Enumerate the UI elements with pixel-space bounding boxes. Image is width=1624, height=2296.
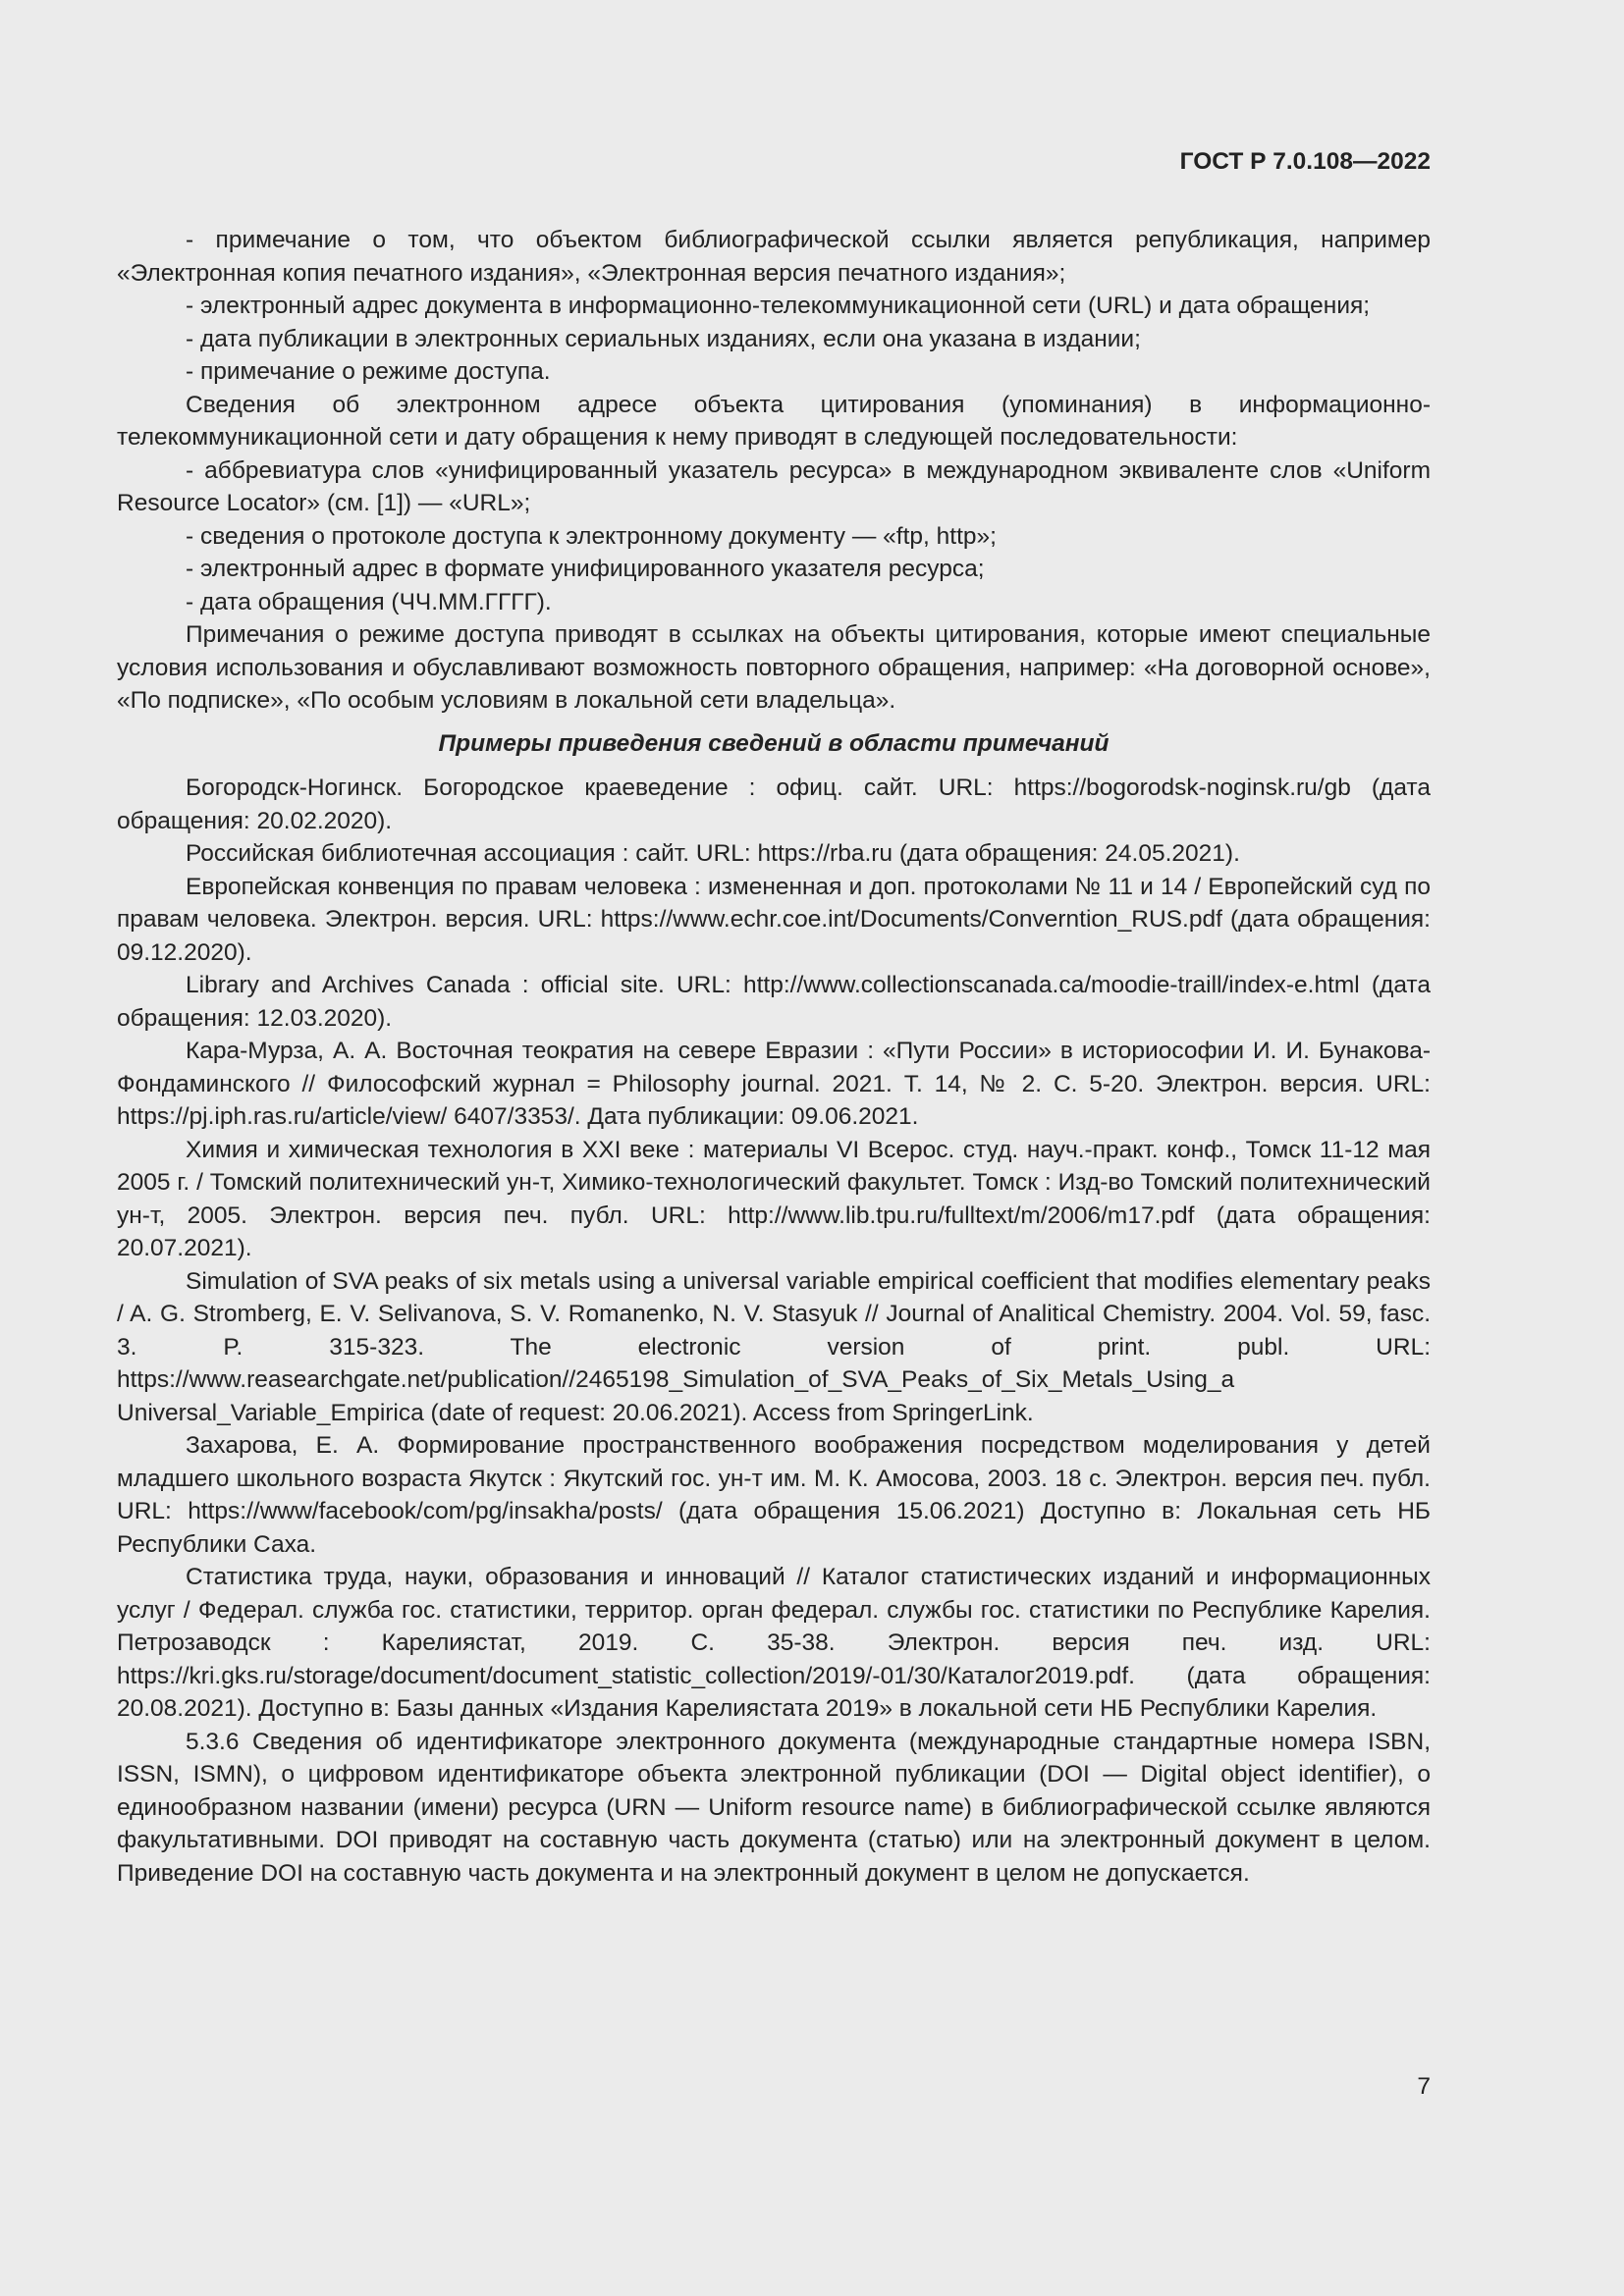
- list-item: - электронный адрес в формате унифицированного указателя ресурса;: [186, 556, 985, 582]
- example-entry: Library and Archives Canada : official site. URL: http://www.collectionscanada.ca/moodie-traill/index-e.html (дата обращения: 12.03.2020).: [117, 972, 1431, 1032]
- paragraph-address-sequence: Сведения об электронном адресе объекта цитирования (упоминания) в информационно-телекоммуникационной сети и дату обращения к нему приводят в следующей последовательности:: [117, 391, 1431, 451]
- list-item: - дата публикации в электронных сериальных изданиях, если она указана в издании;: [186, 325, 1141, 352]
- example-entry: Статистика труда, науки, образования и инноваций // Каталог статистических изданий и информационных услуг / Федерал. служба гос. статистики, территор. орган федерал. службы гос. статистики по Республике Карелия. Петрозаводск : Карелиястат, 2019. С. 35-38. Электрон. версия печ. изд. URL: https://kri.gks.ru/storage/document/document_statistic_collection/2019/-01/30/Каталог2019.pdf. (дата обращения: 20.08.2021). Доступно в: Базы данных «Издания Карелиястата 2019» в локальной сети НБ Республики Карелия.: [117, 1564, 1431, 1722]
- list-item: - примечание о режиме доступа.: [186, 358, 551, 385]
- example-entry: Европейская конвенция по правам человека : измененная и доп. протоколами № 11 и 14 / Европейский суд по правам человека. Электрон. версия. URL: https://www.echr.coe.int/Documents/Converntion_RUS.pdf (дата обращения: 09.12.2020).: [117, 873, 1431, 966]
- example-entry: Захарова, Е. А. Формирование пространственного воображения посредством моделирования у детей младшего школьного возраста Якутск : Якутский гос. ун-т им. М. К. Амосова, 2003. 18 с. Электрон. версия печ. публ. URL: https://www/facebook/com/pg/insakha/posts/ (дата обращения 15.06.2021) Доступно в: Локальная сеть НБ Республики Саха.: [117, 1432, 1431, 1558]
- list-item: - сведения о протоколе доступа к электронному документу — «ftp, http»;: [186, 522, 997, 550]
- page-number: 7: [1417, 2073, 1431, 2100]
- list-item: - примечание о том, что объектом библиографической ссылки является републикация, например «Электронная копия печатного издания», «Электронная версия печатного издания»;: [117, 227, 1431, 287]
- examples-heading: Примеры приведения сведений в области примечаний: [438, 729, 1110, 757]
- document-header: ГОСТ Р 7.0.108—2022: [1179, 148, 1431, 175]
- example-entry: Simulation of SVA peaks of six metals using a universal variable empirical coefficient that modifies elementary peaks / A. G. Stromberg, E. V. Selivanova, S. V. Romanenko, N. V. Stasyuk // Journal of Analitical Chemistry. 2004. Vol. 59, fasc. 3. P. 315-323. The electronic version of print. publ. URL: https://www.reasearchgate.net/publication//2465198_Simulation_of_SVA_Peaks_of_Six_Metals_Using_a Universal_Variable_Empirica (date of request: 20.06.2021). Access from SpringerLink.: [117, 1267, 1431, 1426]
- page-body: [117, 224, 1431, 1890]
- example-entry: Кара-Мурза, А. А. Восточная теократия на севере Евразии : «Пути России» в историософии И. И. Бунакова-Фондаминского // Философский журнал = Philosophy journal. 2021. Т. 14, № 2. С. 5-20. Электрон. версия. URL: https://pj.iph.ras.ru/article/view/ 6407/3353/. Дата публикации: 09.06.2021.: [117, 1038, 1431, 1130]
- list-item: - аббревиатура слов «унифицированный указатель ресурса» в международном эквиваленте слов «Uniform Resource Locator» (см. [1]) — «URL»;: [117, 456, 1431, 516]
- list-item: - электронный адрес документа в информационно-телекоммуникационной сети (URL) и дата обращения;: [186, 293, 1371, 319]
- list-item: - дата обращения (ЧЧ.ММ.ГГГГ).: [186, 588, 552, 615]
- paragraph-access-notes: Примечания о режиме доступа приводят в ссылках на объекты цитирования, которые имеют специальные условия использования и обуславливают возможность повторного обращения, например: «На договорной основе», «По подписке», «По особым условиям в локальной сети владельца».: [117, 621, 1431, 714]
- example-entry: Химия и химическая технология в XXI веке : материалы VI Всерос. студ. науч.-практ. конф., Томск 11-12 мая 2005 г. / Томский политехнический ун-т, Химико-технологический факультет. Томск : Изд-во Томский политехнический ун-т, 2005. Электрон. версия печ. публ. URL: http://www.lib.tpu.ru/fulltext/m/2006/m17.pdf (дата обращения: 20.07.2021).: [117, 1136, 1431, 1261]
- section-5-3-6-paragraph: 5.3.6 Сведения об идентификаторе электронного документа (международные стандартные номера ISBN, ISSN, ISMN), о цифровом идентификаторе объекта электронной публикации (DOI — Digital object identifier), о единообразном названии (имени) ресурса (URN — Uniform resource name) в библиографической ссылке являются факультативными. DOI приводят на составную часть документа (статью) или на электронный документ в целом. Приведение DOI на составную часть документа и на электронный документ в целом не допускается.: [117, 1728, 1431, 1887]
- example-entry: Богородск-Ногинск. Богородское краеведение : офиц. сайт. URL: https://bogorodsk-noginsk.ru/gb (дата обращения: 20.02.2020).: [117, 774, 1431, 834]
- example-entry: Российская библиотечная ассоциация : сайт. URL: https://rba.ru (дата обращения: 24.05.2021).: [186, 840, 1240, 867]
